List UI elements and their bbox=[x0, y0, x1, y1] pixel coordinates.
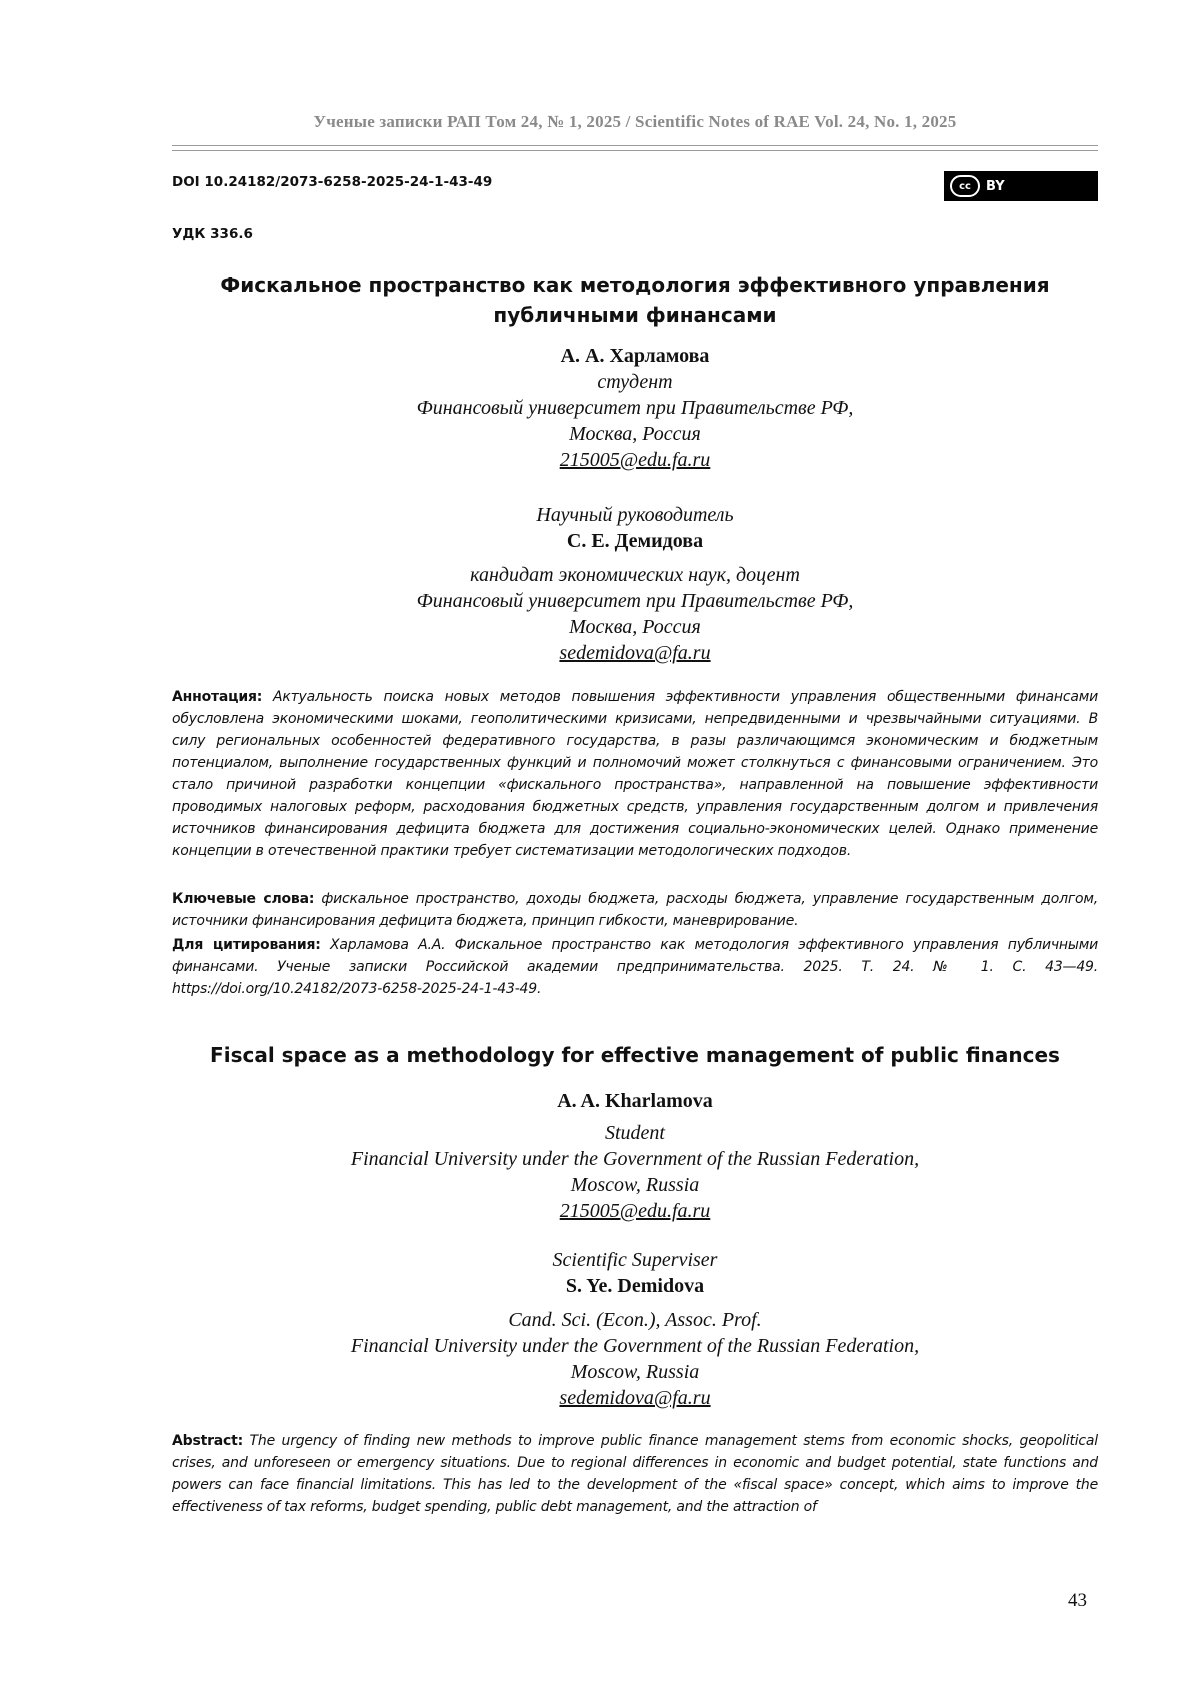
abstract-en bbox=[172, 1430, 1098, 1518]
header-rule-bottom bbox=[172, 150, 1098, 151]
article-title-en: Fiscal space as a methodology for effective management of public finances bbox=[210, 1043, 1060, 1067]
author-name-en: A. A. Kharlamova bbox=[557, 1090, 713, 1112]
author-email-en[interactable]: 215005@edu.fa.ru bbox=[559, 1200, 711, 1222]
author-affiliation-ru: Финансовый университет при Правительстве РФ, bbox=[416, 397, 854, 419]
doi: DOI 10.24182/2073-6258-2025-24-1-43-49 bbox=[172, 174, 493, 190]
supervisor-city-en: Moscow, Russia bbox=[570, 1361, 700, 1383]
author-block-ru bbox=[172, 343, 1098, 473]
author-name-ru: А. А. Харламова bbox=[560, 345, 710, 367]
supervisor-email-en[interactable]: sedemidova@fa.ru bbox=[559, 1387, 711, 1409]
cc-by-label: BY bbox=[986, 178, 1005, 194]
author-city-ru: Москва, Россия bbox=[569, 423, 701, 445]
udk-code: УДК 336.6 bbox=[172, 226, 253, 242]
author-position-ru: студент bbox=[597, 371, 673, 393]
keywords-ru bbox=[172, 888, 1098, 932]
supervisor-city-ru: Москва, Россия bbox=[569, 616, 701, 638]
header-rule-top bbox=[172, 145, 1098, 146]
supervisor-name-ru: С. Е. Демидова bbox=[566, 530, 704, 552]
author-email-ru[interactable]: 215005@edu.fa.ru bbox=[559, 449, 711, 471]
title-ru-line1: Фискальное пространство как методология эффективного управления bbox=[220, 273, 1050, 297]
citation-ru bbox=[172, 934, 1098, 1000]
supervisor-block-en bbox=[172, 1247, 1098, 1411]
abstract-ru bbox=[172, 686, 1098, 862]
supervisor-affiliation-ru: Финансовый университет при Правительстве РФ, bbox=[416, 590, 854, 612]
supervisor-position-en: Cand. Sci. (Econ.), Assoc. Prof. bbox=[508, 1309, 762, 1331]
supervisor-label-en: Scientific Superviser bbox=[552, 1249, 718, 1271]
abstract-text-ru: Актуальность поиска новых методов повышения эффективности управления общественными финансами обусловлена экономическими шоками, геополитическими кризисами, непредвиденными и чрезвычайными ситуациями. В силу региональных особенностей федеративного государства, в разы различающимся экономическим и бюджетным потенциалом, выполнение государственных функций и полномочий может столкнуться с финансовыми ограничением. Это стало причиной разработки концепции «фискального пространства», направленной на повышение эффективности проводимых налоговых реформ, расходования бюджетных средств, управления государственным долгом и привлечения источников финансирования дефицита бюджета для достижения социально-экономических целей. Однако применение концепции в отечественной практики требует систематизации методологических подходов. bbox=[172, 689, 1098, 859]
title-ru-line2: публичными финансами bbox=[493, 303, 777, 327]
supervisor-name-en: S. Ye. Demidova bbox=[565, 1275, 705, 1297]
citation-text-ru: Харламова А.А. Фискальное пространство как методология эффективного управления публичными финансами. Ученые записки Российской академии предпринимательства. 2025. Т. 24. № 1. С. 43—49. https://doi.org/10.24182/2073-6258-2025-24-1-43-49. bbox=[172, 937, 1098, 997]
cc-by-license-badge bbox=[944, 171, 1098, 201]
running-head: Ученые записки РАП Том 24, № 1, 2025 / Scientific Notes of RAE Vol. 24, No. 1, 2025 bbox=[313, 112, 957, 131]
author-block-en bbox=[172, 1088, 1098, 1224]
supervisor-email-ru[interactable]: sedemidova@fa.ru bbox=[559, 642, 711, 664]
supervisor-position-ru: кандидат экономических наук, доцент bbox=[470, 564, 800, 586]
author-affiliation-en: Financial University under the Government of the Russian Federation, bbox=[350, 1148, 920, 1170]
keywords-text-ru: фискальное пространство, доходы бюджета, расходы бюджета, управление государственным долгом, источники финансирования дефицита бюджета, принцип гибкости, маневрирование. bbox=[172, 891, 1098, 929]
article-title-ru bbox=[172, 270, 1098, 330]
abstract-label-ru: Аннотация: bbox=[172, 689, 263, 705]
keywords-label-ru: Ключевые слова: bbox=[172, 891, 315, 907]
supervisor-affiliation-en: Financial University under the Government of the Russian Federation, bbox=[350, 1335, 920, 1357]
citation-label-ru: Для цитирования: bbox=[172, 937, 321, 953]
author-position-en: Student bbox=[605, 1122, 665, 1144]
author-city-en: Moscow, Russia bbox=[570, 1174, 700, 1196]
abstract-label-en: Abstract: bbox=[172, 1433, 244, 1449]
creative-commons-icon: cc bbox=[950, 175, 980, 197]
page-number: 43 bbox=[1068, 1590, 1087, 1611]
supervisor-label-ru: Научный руководитель bbox=[536, 504, 734, 526]
abstract-text-en: The urgency of finding new methods to improve public finance management stems from economic shocks, geopolitical crises, and unforeseen or emergency situations. Due to regional differences in economic and budget potential, state functions and powers can face financial limitations. This has led to the development of the «fiscal space» concept, which aims to improve the effectiveness of tax reforms, budget spending, public debt management, and the attraction of bbox=[172, 1433, 1098, 1515]
supervisor-block-ru bbox=[172, 502, 1098, 666]
